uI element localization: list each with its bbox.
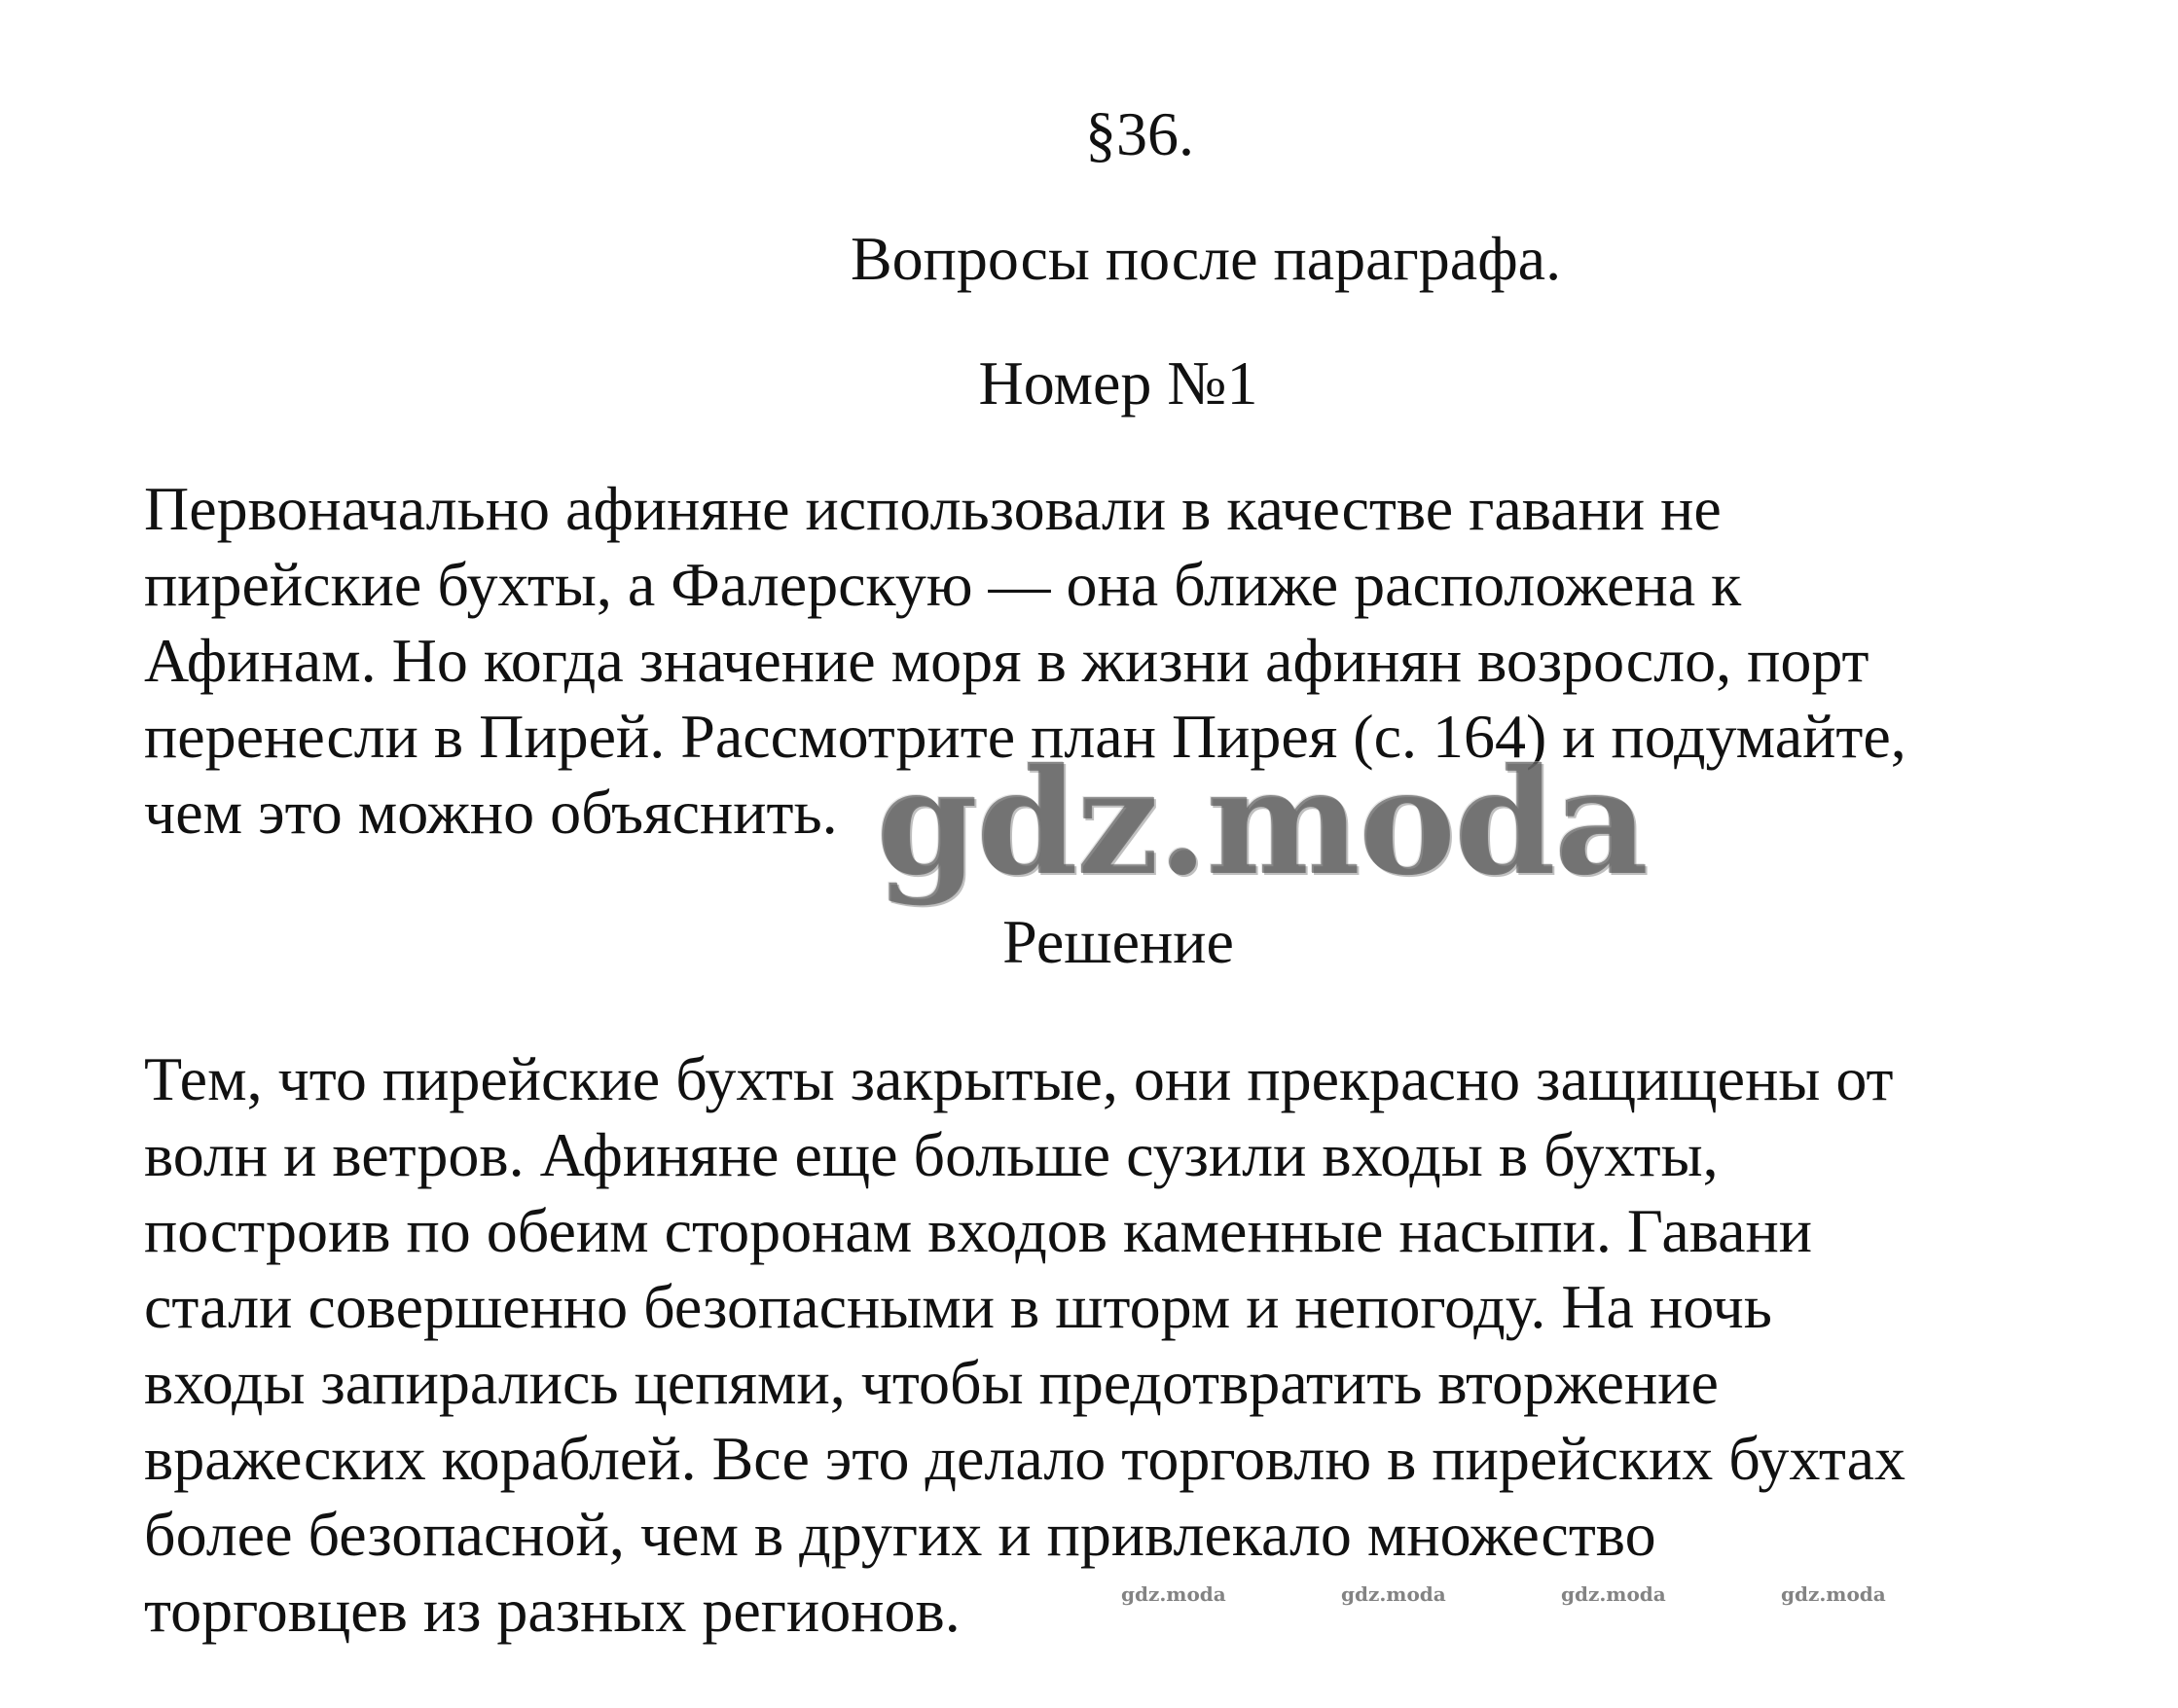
question-line: Первоначально афиняне использовали в качестве гавани не [144,474,1722,543]
question-line: чем это можно объяснить. [144,778,838,847]
task-number: Номер №1 [978,348,1258,418]
paragraph-number: §36. [1085,99,1194,168]
watermark-small: gdz.moda [1561,1582,1666,1606]
question-line: пирейские бухты, а Фалерскую — она ближе расположена к [144,550,1742,619]
watermark-small: gdz.moda [1121,1582,1226,1606]
answer-line: более безопасной, чем в других и привлекало множество [144,1500,1656,1569]
section-title: Вопросы после параграфа. [850,224,1562,293]
solution-label: Решение [1002,907,1234,976]
answer-line: вражеских кораблей. Все это делало торговлю в пирейских бухтах [144,1424,1906,1493]
answer-text [144,1041,2090,1649]
answer-line: построив по обеим сторонам входов каменные насыпи. Гавани [144,1196,1812,1265]
answer-line: Тем, что пирейские бухты закрытые, они прекрасно защищены от [144,1044,1894,1113]
question-line: Афинам. Но когда значение моря в жизни афинян возросло, порт [144,626,1869,695]
answer-line: торговцев из разных регионов. [144,1576,961,1645]
watermark-small: gdz.moda [1781,1582,1886,1606]
answer-line: стали совершенно безопасными в шторм и непогоду. На ночь [144,1272,1772,1341]
watermark-logo: gdz.moda [876,737,1648,908]
question-line: перенесли в Пирей. Рассмотрите план Пирея (с. 164) и подумайте, [144,702,1906,771]
answer-line: волн и ветров. Афиняне еще больше сузили входы в бухты, [144,1120,1719,1189]
answer-line: входы запирались цепями, чтобы предотвратить вторжение [144,1348,1719,1417]
watermark-small: gdz.moda [1341,1582,1446,1606]
watermark-row [0,1582,2178,1612]
